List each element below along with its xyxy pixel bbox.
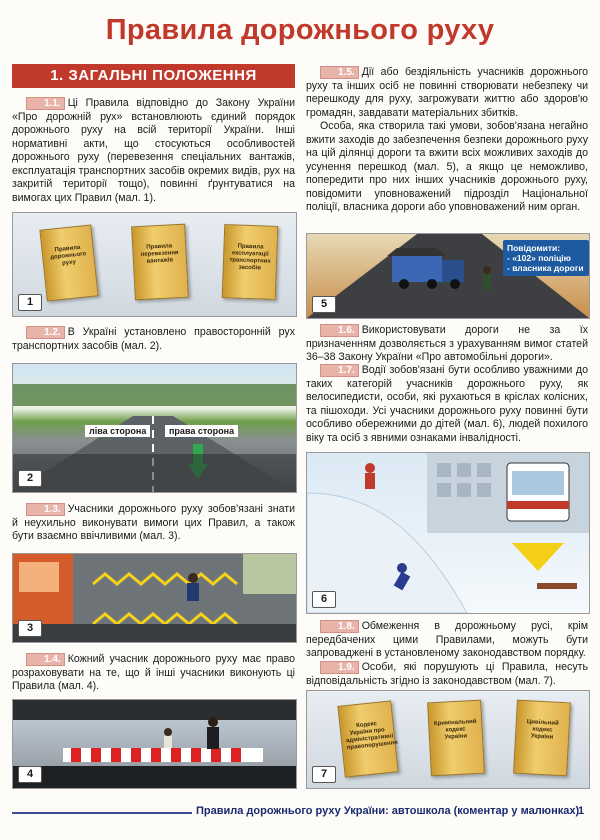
- callout-title: Повідомити:: [507, 243, 561, 253]
- footer-title: Правила дорожнього руху України: автошкола (коментар у малюнках): [196, 805, 580, 817]
- book-title: Цивільний кодекс України: [526, 719, 559, 741]
- book-title: Правила дорожнього руху: [50, 244, 87, 267]
- callout-box: [503, 240, 589, 276]
- figure-number: 3: [18, 620, 42, 637]
- figure-number: 2: [18, 470, 42, 487]
- paragraph-1-2: [12, 326, 295, 353]
- figure-number: 4: [18, 766, 42, 783]
- right-side-label: права сторона: [165, 425, 238, 437]
- paragraph-1-1: [12, 97, 295, 205]
- item-number: 1.1.: [26, 97, 65, 110]
- figure-number: 1: [18, 294, 42, 311]
- item-text: Дії або бездіяльність учасників дорожнього руху та інших осіб не повинні створювати небезпеку чи перешкоду для руху, загрожувати життю або здоров'ю громадян, завдавати матеріальних збитків.: [306, 66, 588, 119]
- book-icon: [39, 224, 98, 301]
- item-text: Водії зобов'язані бути особливо уважними до таких категорій учасників дорожнього руху, як велосипедисти, особи, які рухаються в кріслах колісних, та пішоходи. Усі учасники дорожнього руху повинні бути особливо обережними до дітей (мал. 6), людей похилого віку та осіб з явними ознаками інвалідності.: [306, 364, 588, 444]
- paragraph-1-6: [306, 324, 588, 365]
- item-text: Кожний учасник дорожнього руху має право розраховувати на те, що й інші учасники виконують ці Правила (мал. 4).: [12, 653, 295, 692]
- item-number: 1.7.: [320, 364, 359, 377]
- figure-number: 6: [312, 591, 336, 608]
- book-icon: [131, 224, 189, 301]
- item-number: 1.9.: [320, 661, 359, 674]
- item-number: 1.5.: [320, 66, 359, 79]
- figure-6: [306, 452, 590, 614]
- book-title: Правила експлуатації транспортних засобів: [229, 243, 271, 272]
- section-heading: 1. ЗАГАЛЬНІ ПОЛОЖЕННЯ: [12, 64, 295, 88]
- book-icon: [337, 700, 398, 777]
- paragraph-1-5: [306, 66, 588, 215]
- book-icon: [222, 224, 279, 300]
- item-number: 1.2.: [26, 326, 65, 339]
- item-text: Особи, які порушують ці Правила, несуть відповідальність згідно із законодавством (мал. 7).: [306, 661, 588, 687]
- callout-line: - власника дороги: [507, 263, 584, 273]
- item-text: Особа, яка створила такі умови, зобов'язана негайно вжити заходів до забезпечення безпеки дорожнього руху на цій ділянці дороги та вжити всіх можливих заходів до усунення перешкод (мал. 5), а якщо це неможливо, попередити про них інших учасників дорожнього руху, повідомити уповноважений підрозділ Національної поліції, власника дороги або уповноважений ним орган.: [306, 120, 588, 213]
- paragraph-1-3: [12, 503, 295, 544]
- paragraph-1-4: [12, 653, 295, 694]
- figure-1: [12, 212, 297, 317]
- paragraph-1-7: [306, 364, 588, 445]
- item-text: Учасники дорожнього руху зобов'язані знати й неухильно виконувати вимоги цих Правил, а також бути взаємно ввічливими (мал. 3).: [12, 503, 295, 542]
- figure-4: [12, 699, 297, 789]
- figure-number: 7: [312, 766, 336, 783]
- figure-3: [12, 553, 297, 643]
- item-number: 1.6.: [320, 324, 359, 337]
- book-title: Кримінальний кодекс України: [433, 718, 477, 741]
- footer-rule: [12, 812, 192, 814]
- left-side-label: ліва сторона: [85, 425, 150, 437]
- page-number: 1: [578, 805, 585, 817]
- book-icon: [513, 700, 571, 777]
- item-text: Ці Правила відповідно до Закону України «Про дорожній рух» встановлюють єдиний порядок дорожнього руху на всій території України. Інші нормативні акти, що стосуються особливостей дорожнього руху (перевезення спеціальних вантажів, експлуатація транспортних засобів окремих видів, рух на закритій території тощо), повинні ґрунтуватися на вимогах цих Правил (мал. 1).: [12, 97, 295, 204]
- figure-number: 5: [312, 296, 336, 313]
- item-text: Використовувати дороги не за їх призначенням дозволяється з урахуванням вимог статей 36–38 Закону України «Про автомобільні дороги».: [306, 324, 588, 363]
- paragraph-1-8: [306, 620, 588, 661]
- item-number: 1.3.: [26, 503, 65, 516]
- figure-2: [12, 363, 297, 493]
- figure-7: [306, 690, 590, 789]
- figure-5: [306, 233, 590, 319]
- item-text: В Україні установлено правосторонній рух транспортних засобів (мал. 2).: [12, 326, 295, 352]
- page-title: Правила дорожнього руху: [105, 14, 495, 46]
- callout-line: - «102» поліцію: [507, 253, 571, 263]
- paragraph-1-9: [306, 661, 588, 688]
- book-title: Кодекс України про адміністративні правопорушення: [345, 721, 399, 752]
- book-title: Правила перевезення вантажів: [140, 243, 179, 265]
- book-icon: [427, 700, 485, 777]
- item-text: Обмеження в дорожньому русі, крім передбачених цими Правилами, можуть бути запроваджені в установленому законодавством порядку.: [306, 620, 588, 659]
- item-number: 1.4.: [26, 653, 65, 666]
- item-number: 1.8.: [320, 620, 359, 633]
